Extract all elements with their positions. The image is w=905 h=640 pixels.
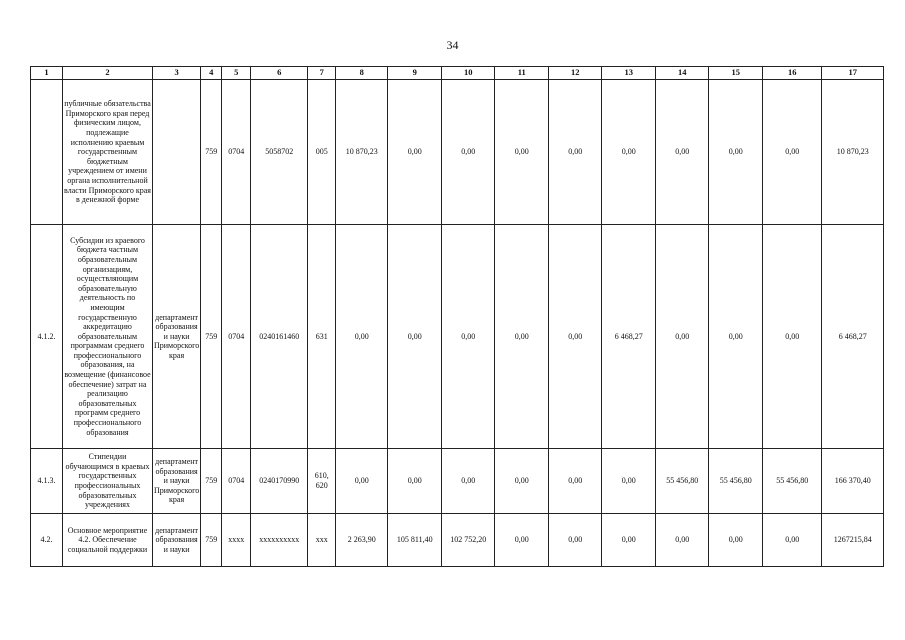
row-value: 55 456,80 bbox=[656, 449, 709, 514]
row-target-article: 0240161460 bbox=[251, 225, 308, 449]
row-value: 0,00 bbox=[495, 80, 549, 225]
row-value: 0,00 bbox=[495, 225, 549, 449]
row-value: 0,00 bbox=[495, 449, 549, 514]
row-target-article: 0240170990 bbox=[251, 449, 308, 514]
header-cell: 6 bbox=[251, 67, 308, 80]
row-number: 4.1.2. bbox=[31, 225, 63, 449]
row-section: xxxx bbox=[222, 514, 251, 567]
row-value: 0,00 bbox=[602, 514, 656, 567]
row-value: 0,00 bbox=[763, 514, 822, 567]
row-value: 0,00 bbox=[388, 80, 442, 225]
row-value: 0,00 bbox=[549, 80, 602, 225]
row-target-article: xxxxxxxxxx bbox=[251, 514, 308, 567]
row-description: Субсидии из краевого бюджета частным образовательным организациям, осуществляющим образовательную деятельность по имеющим государственную аккредитацию образовательным программам среднего профессионального образования, на возмещение (финансовое обеспечение) затрат на реализацию образовательных программ среднего профессионального образования bbox=[63, 225, 153, 449]
row-value: 0,00 bbox=[709, 514, 763, 567]
row-grbs: 759 bbox=[201, 225, 222, 449]
row-total: 1267215,84 bbox=[822, 514, 884, 567]
header-cell: 17 bbox=[822, 67, 884, 80]
header-cell: 4 bbox=[201, 67, 222, 80]
row-expense-type: 005 bbox=[308, 80, 336, 225]
table-row bbox=[31, 449, 884, 514]
row-value: 0,00 bbox=[549, 225, 602, 449]
row-section: 0704 bbox=[222, 80, 251, 225]
row-value: 0,00 bbox=[549, 449, 602, 514]
header-cell: 11 bbox=[495, 67, 549, 80]
row-section: 0704 bbox=[222, 225, 251, 449]
header-cell: 7 bbox=[308, 67, 336, 80]
row-total: 166 370,40 bbox=[822, 449, 884, 514]
row-value: 2 263,90 bbox=[336, 514, 388, 567]
row-value: 0,00 bbox=[656, 80, 709, 225]
row-value: 0,00 bbox=[763, 80, 822, 225]
row-total: 6 468,27 bbox=[822, 225, 884, 449]
table-row bbox=[31, 514, 884, 567]
header-cell: 3 bbox=[153, 67, 201, 80]
row-expense-type: 631 bbox=[308, 225, 336, 449]
budget-table bbox=[30, 66, 884, 567]
row-value: 0,00 bbox=[336, 449, 388, 514]
header-cell: 10 bbox=[442, 67, 495, 80]
row-grbs: 759 bbox=[201, 80, 222, 225]
row-value: 0,00 bbox=[495, 514, 549, 567]
row-grbs: 759 bbox=[201, 514, 222, 567]
row-grbs: 759 bbox=[201, 449, 222, 514]
row-value: 0,00 bbox=[656, 225, 709, 449]
row-number: 4.2. bbox=[31, 514, 63, 567]
row-description: Основное мероприятие 4.2. Обеспечение социальной поддержки bbox=[63, 514, 153, 567]
page-number: 34 bbox=[446, 38, 459, 52]
header-cell: 12 bbox=[549, 67, 602, 80]
header-cell: 13 bbox=[602, 67, 656, 80]
row-value: 0,00 bbox=[763, 225, 822, 449]
row-value: 102 752,20 bbox=[442, 514, 495, 567]
row-value: 0,00 bbox=[388, 449, 442, 514]
row-value: 0,00 bbox=[709, 225, 763, 449]
row-section: 0704 bbox=[222, 449, 251, 514]
row-department bbox=[153, 80, 201, 225]
header-row bbox=[31, 67, 884, 80]
row-value: 0,00 bbox=[602, 449, 656, 514]
row-target-article: 5058702 bbox=[251, 80, 308, 225]
row-value: 0,00 bbox=[602, 80, 656, 225]
row-description: публичные обязательства Приморского края перед физическим лицом, подлежащие исполнению краевым государственным бюджетным учреждением от имени органа исполнительной власти Приморского края в денежной форме bbox=[63, 80, 153, 225]
row-total: 10 870,23 bbox=[822, 80, 884, 225]
row-value: 105 811,40 bbox=[388, 514, 442, 567]
row-value: 0,00 bbox=[709, 80, 763, 225]
row-value: 0,00 bbox=[442, 80, 495, 225]
row-department: департамент образования и науки Приморского края bbox=[153, 225, 201, 449]
header-cell: 14 bbox=[656, 67, 709, 80]
table-row bbox=[31, 80, 884, 225]
row-department: департамент образования и науки bbox=[153, 514, 201, 567]
row-value: 0,00 bbox=[336, 225, 388, 449]
row-description: Стипендии обучающимся в краевых государственных профессиональных образовательных учреждениях bbox=[63, 449, 153, 514]
row-number: 4.1.3. bbox=[31, 449, 63, 514]
header-cell: 15 bbox=[709, 67, 763, 80]
header-cell: 2 bbox=[63, 67, 153, 80]
row-value: 55 456,80 bbox=[763, 449, 822, 514]
row-value: 6 468,27 bbox=[602, 225, 656, 449]
row-expense-type: 610, 620 bbox=[308, 449, 336, 514]
header-cell: 8 bbox=[336, 67, 388, 80]
row-department: департамент образования и науки Приморского края bbox=[153, 449, 201, 514]
row-value: 0,00 bbox=[656, 514, 709, 567]
row-value: 55 456,80 bbox=[709, 449, 763, 514]
row-value: 0,00 bbox=[442, 449, 495, 514]
table-row bbox=[31, 225, 884, 449]
header-cell: 1 bbox=[31, 67, 63, 80]
header-cell: 5 bbox=[222, 67, 251, 80]
row-value: 0,00 bbox=[442, 225, 495, 449]
row-value: 0,00 bbox=[388, 225, 442, 449]
row-value: 0,00 bbox=[549, 514, 602, 567]
row-number bbox=[31, 80, 63, 225]
header-cell: 9 bbox=[388, 67, 442, 80]
row-expense-type: xxx bbox=[308, 514, 336, 567]
row-value: 10 870,23 bbox=[336, 80, 388, 225]
header-cell: 16 bbox=[763, 67, 822, 80]
